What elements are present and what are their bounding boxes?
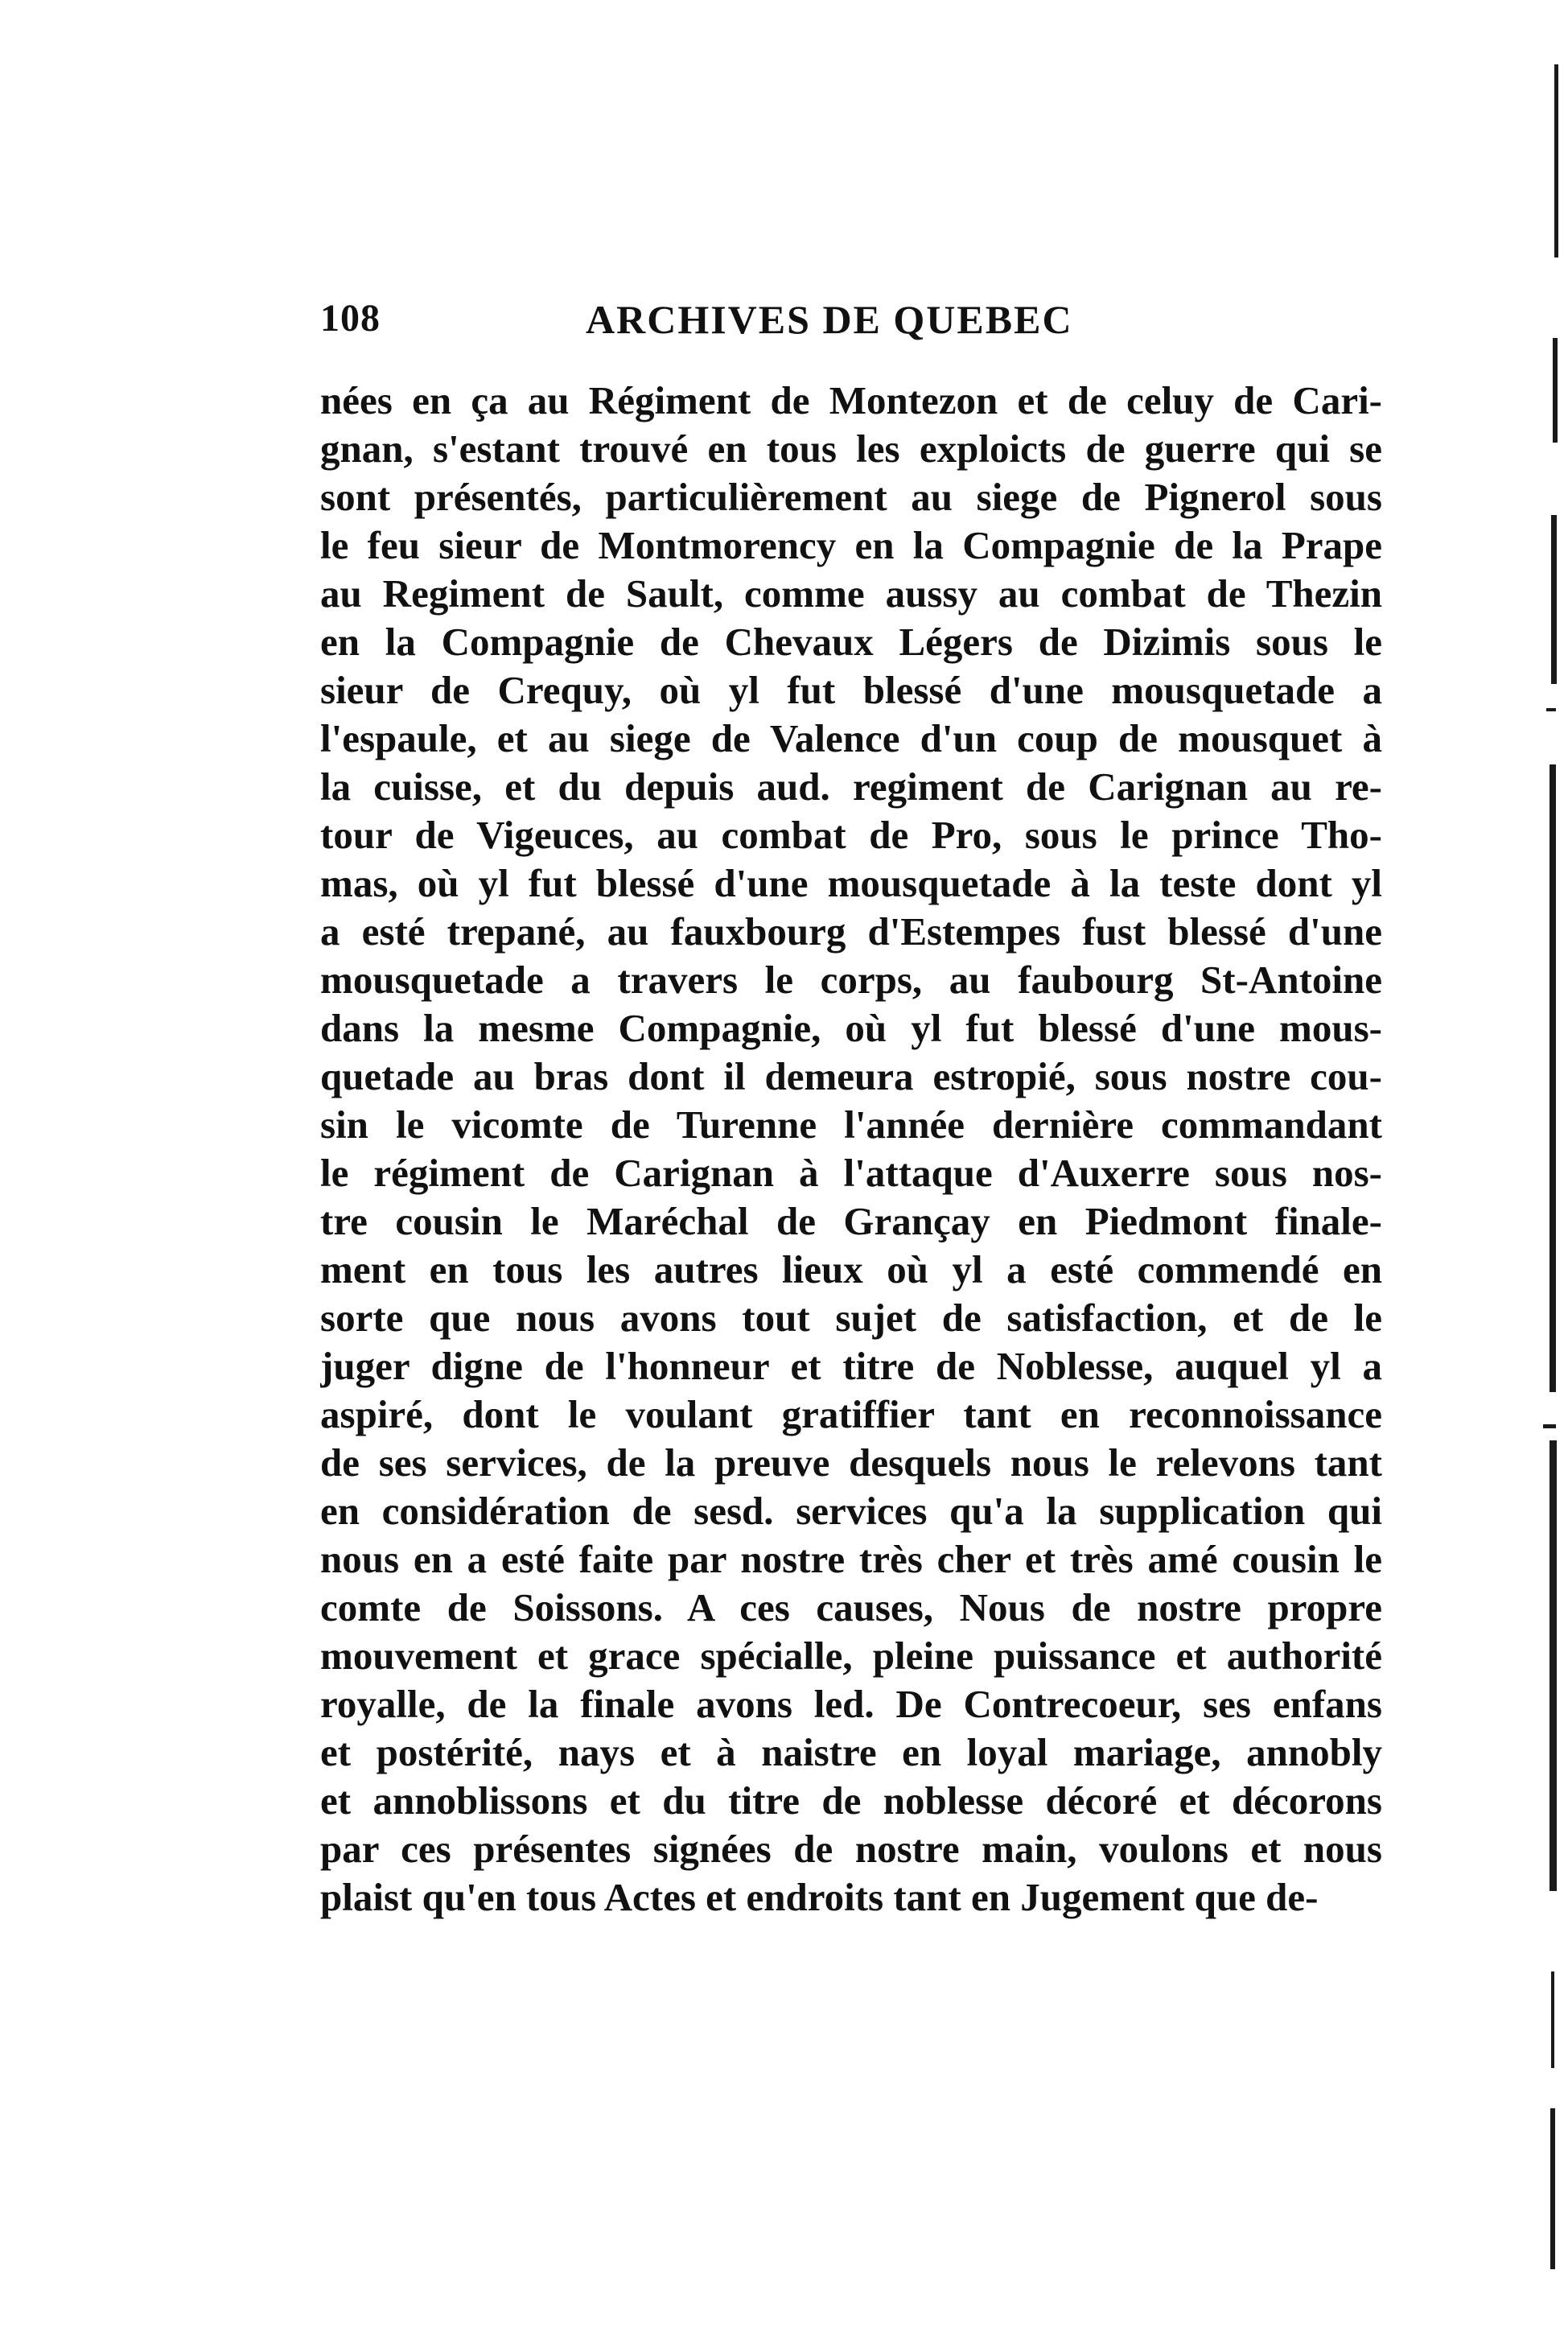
text-line: en considération de sesd. services qu'a la supplication qui <box>320 1489 1382 1533</box>
scan-edge-artifact <box>1535 0 1568 2336</box>
text-line: en la Compagnie de Chevaux Légers de Dizimis sous le <box>320 620 1382 664</box>
text-line: quetade au bras dont il demeura estropié, sous nostre cou- <box>320 1054 1382 1098</box>
text-line: l'espaule, et au siege de Valence d'un coup de mousquet à <box>320 716 1382 760</box>
edge-mark <box>1546 708 1556 711</box>
text-line: royalle, de la finale avons led. De Contrecoeur, ses enfans <box>320 1682 1382 1726</box>
text-line: nous en a esté faite par nostre très cher et très amé cousin le <box>320 1537 1382 1581</box>
text-line: au Regiment de Sault, comme aussy au combat de Thezin <box>320 571 1382 616</box>
text-line: sorte que nous avons tout sujet de satisfaction, et de le <box>320 1296 1382 1340</box>
edge-mark <box>1553 338 1558 443</box>
page-number: 108 <box>320 297 381 340</box>
edge-mark <box>1551 1971 1554 2068</box>
text-line: mouvement et grace spécialle, pleine puissance et authorité <box>320 1634 1382 1678</box>
edge-mark <box>1550 2108 1555 2269</box>
edge-mark <box>1549 1440 1557 1891</box>
text-line: juger digne de l'honneur et titre de Noblesse, auquel yl a <box>320 1344 1382 1388</box>
text-line: plaist qu'en tous Actes et endroits tant en Jugement que de- <box>320 1875 1319 1919</box>
text-line: sont présentés, particulièrement au siege de Pignerol sous <box>320 475 1382 519</box>
text-line: et postérité, nays et à naistre en loyal mariage, annobly <box>320 1730 1382 1774</box>
body-text <box>320 377 1382 1922</box>
text-line: dans la mesme Compagnie, où yl fut blessé d'une mous- <box>320 1006 1382 1050</box>
edge-mark <box>1554 64 1558 257</box>
text-line: mousquetade a travers le corps, au faubourg St-Antoine <box>320 958 1382 1002</box>
text-line: a esté trepané, au fauxbourg d'Estempes fust blessé d'une <box>320 909 1382 954</box>
edge-mark <box>1551 515 1557 684</box>
running-title: ARCHIVES DE QUEBEC <box>586 297 1073 342</box>
text-line: aspiré, dont le voulant gratiffier tant en reconnoissance <box>320 1392 1382 1436</box>
text-line: gnan, s'estant trouvé en tous les exploicts de guerre qui se <box>320 426 1382 471</box>
text-line: ment en tous les autres lieux où yl a esté commendé en <box>320 1247 1382 1292</box>
text-line: le régiment de Carignan à l'attaque d'Auxerre sous nos- <box>320 1151 1382 1195</box>
text-line: tre cousin le Maréchal de Grançay en Piedmont finale- <box>320 1199 1382 1243</box>
edge-mark <box>1543 1424 1556 1428</box>
text-line: mas, où yl fut blessé d'une mousquetade à la teste dont yl <box>320 861 1382 905</box>
edge-mark <box>1549 764 1556 1392</box>
text-line: de ses services, de la preuve desquels nous le relevons tant <box>320 1440 1382 1485</box>
text-line: comte de Soissons. A ces causes, Nous de nostre propre <box>320 1585 1382 1629</box>
text-line: sin le vicomte de Turenne l'année dernière commandant <box>320 1102 1382 1147</box>
text-line: nées en ça au Régiment de Montezon et de celuy de Cari- <box>320 378 1382 422</box>
text-line: par ces présentes signées de nostre main, voulons et nous <box>320 1827 1382 1871</box>
text-line: le feu sieur de Montmorency en la Compagnie de la Prape <box>320 523 1382 567</box>
text-line: sieur de Crequy, où yl fut blessé d'une mousquetade a <box>320 668 1382 712</box>
running-head <box>320 296 1382 360</box>
text-line: la cuisse, et du depuis aud. regiment de Carignan au re- <box>320 764 1382 809</box>
text-line: tour de Vigeuces, au combat de Pro, sous le prince Tho- <box>320 813 1382 857</box>
text-line: et annoblissons et du titre de noblesse décoré et décorons <box>320 1778 1382 1823</box>
